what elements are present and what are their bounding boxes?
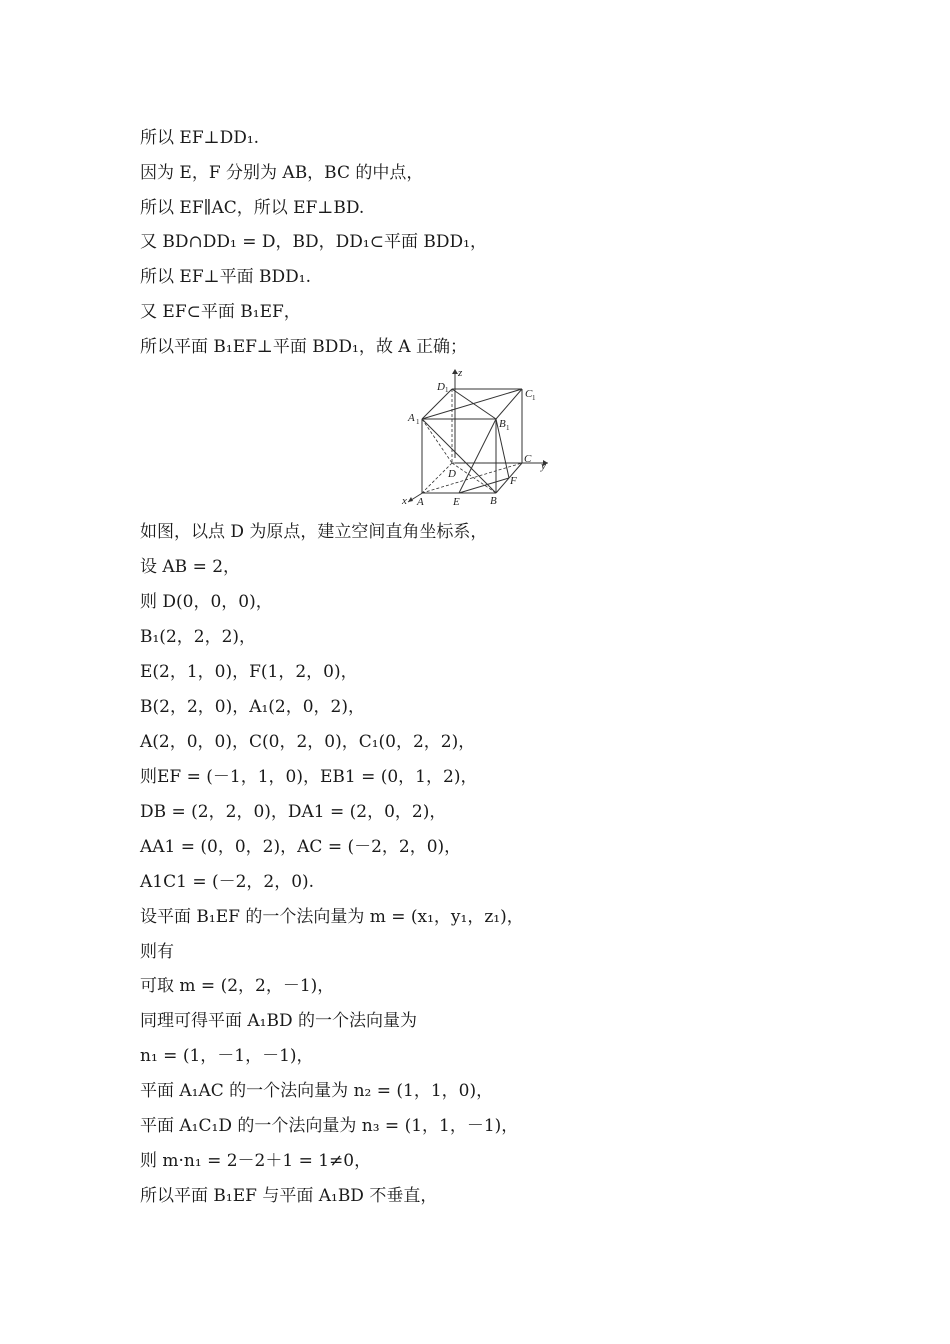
label-A1: A [408,412,415,424]
text-line-27: 所以平面 B₁EF 与平面 A₁BD 不垂直， [140,1186,438,1206]
text-line-16: DB = (2，2，0)，DA1 = (2，0，2)， [140,802,447,822]
label-z: z [458,367,463,379]
cube-figure [400,366,552,508]
text-line-18: A1C1 = (－2，2，0). [140,872,315,892]
label-y: y [541,460,546,472]
text-line-1: 所以 EF⊥DD₁. [140,128,260,148]
text-line-19: 设平面 B₁EF 的一个法向量为 m = (x₁，y₁，z₁)， [140,907,524,927]
text-line-24: 平面 A₁AC 的一个法向量为 n₂ = (1，1，0)， [140,1081,494,1101]
text-line-25: 平面 A₁C₁D 的一个法向量为 n₃ = (1，1，－1)， [140,1116,519,1136]
text-line-26: 则 m·n₁ = 2－2＋1 = 1≠0， [140,1151,372,1171]
label-A: A [417,496,424,508]
text-line-10: 则 D(0，0，0)， [140,592,273,612]
label-C1: C [525,388,533,400]
text-line-12: E(2，1，0)，F(1，2，0)， [140,662,358,682]
label-D1-sub: 1 [445,386,449,394]
text-line-11: B₁(2，2，2)， [140,627,257,647]
label-B1: B [499,418,506,430]
text-line-21: 可取 m = (2，2，－1)， [140,976,335,996]
text-line-8: 如图，以点 D 为原点，建立空间直角坐标系， [140,522,488,542]
text-line-3: 所以 EF∥AC，所以 EF⊥BD. [140,198,365,218]
label-E: E [453,496,460,508]
label-D1: D [437,381,445,393]
label-F: F [510,475,517,487]
text-line-13: B(2，2，0)，A₁(2，0，2)， [140,697,366,717]
text-line-17: AA1 = (0，0，2)，AC = (－2，2，0)， [140,837,462,857]
text-line-22: 同理可得平面 A₁BD 的一个法向量为 [140,1011,418,1031]
label-C: C [524,453,532,465]
text-line-7: 所以平面 B₁EF⊥平面 BDD₁，故 A 正确； [140,337,467,357]
text-line-9: 设 AB = 2， [140,557,241,577]
label-B: B [490,495,497,507]
text-line-14: A(2，0，0)，C(0，2，0)，C₁(0，2，2)， [140,732,476,752]
label-B1-sub: 1 [506,424,510,432]
text-line-4: 又 BD∩DD₁ = D，BD，DD₁⊂平面 BDD₁， [140,232,487,252]
text-line-6: 又 EF⊂平面 B₁EF， [140,302,301,322]
text-line-23: n₁ = (1，－1，－1)， [140,1046,314,1066]
text-line-20: 则有 [140,942,174,962]
label-x: x [402,495,407,507]
label-D: D [448,468,456,480]
label-C1-sub: 1 [532,394,536,402]
text-line-5: 所以 EF⊥平面 BDD₁. [140,267,311,287]
label-A1-sub: 1 [416,418,420,426]
text-line-15: 则EF = (－1，1，0)，EB1 = (0，1，2)， [140,767,478,787]
text-line-2: 因为 E，F 分别为 AB，BC 的中点， [140,163,424,183]
